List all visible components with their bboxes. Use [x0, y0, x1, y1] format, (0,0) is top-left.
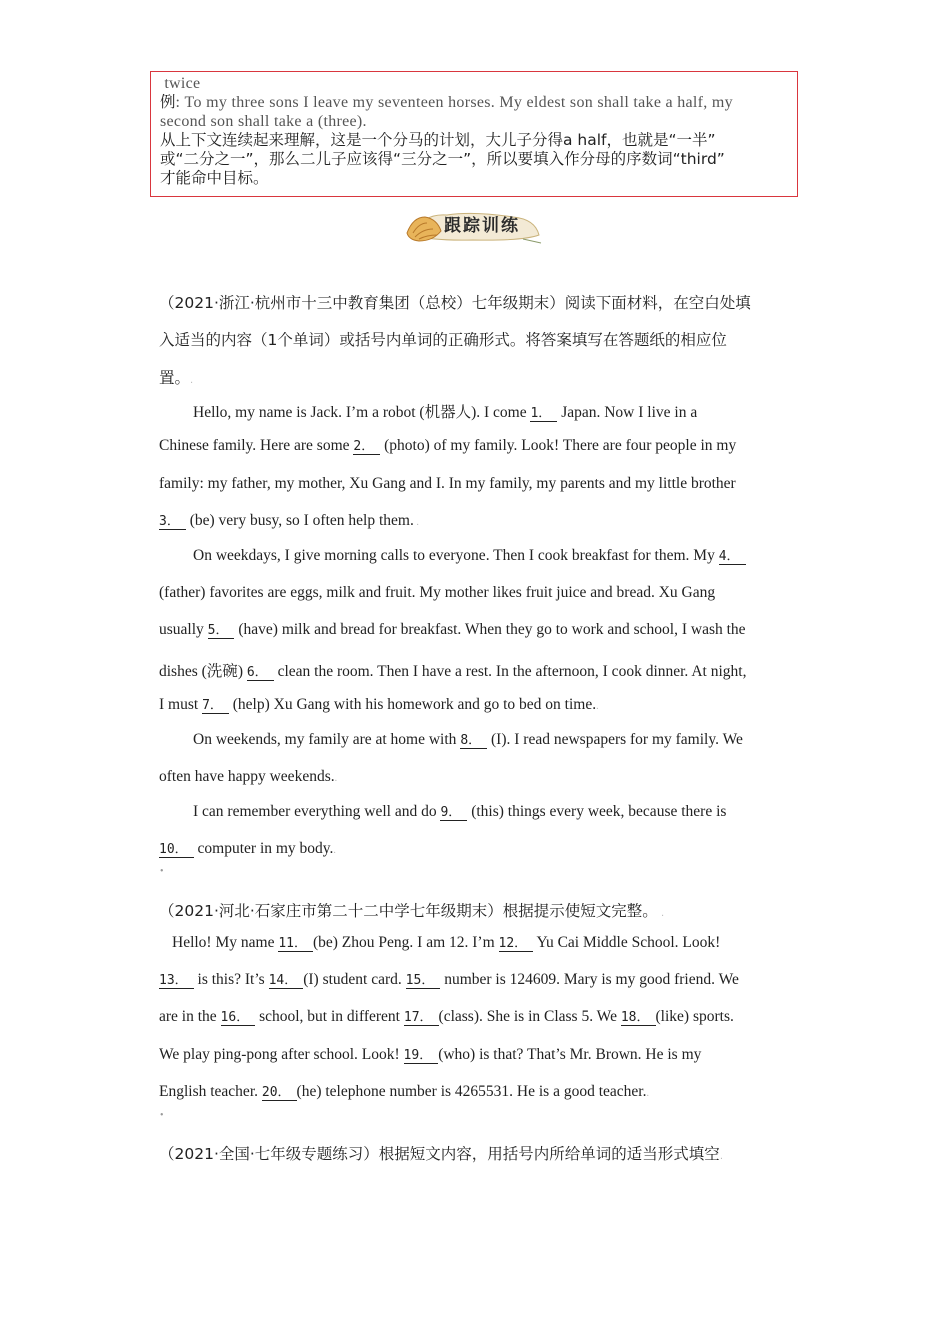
passage1-line-12: I can remember everything well and do 9． (this) things every week, because there is — [193, 803, 727, 820]
blank-1[interactable]: 1． — [530, 406, 557, 422]
passage2-line-5: English teacher. 20． (he) telephone number is 4265531. He is a good teacher.. — [159, 1083, 649, 1100]
passage1-line-2: Chinese family. Here are some 2． (photo) of my family. Look! There are four people in my — [159, 437, 737, 454]
passage1-line-4: 3． (be) very busy, so I often help them. . — [159, 512, 419, 529]
blank-9[interactable]: 9． — [440, 805, 467, 821]
paragraph-marker: • — [160, 1110, 164, 1121]
tip-line-3: second son shall take a (three). — [160, 113, 367, 130]
passage2-line-3: are in the 16． school, but in different 17． (class). She is in Class 5. We 18． (like) sports. — [159, 1008, 734, 1025]
section3-intro: （2021·全国·七年级专题练习）根据短文内容，用括号内所给单词的适当形式填空. — [159, 1145, 723, 1163]
blank-18[interactable]: 18． — [621, 1010, 656, 1026]
tip-line-1: twice — [164, 75, 201, 92]
section1-intro-line-2: 入适当的内容（1个单词）或括号内单词的正确形式。将答案填写在答题纸的相应位 — [159, 331, 727, 349]
passage1-line-1: Hello, my name is Jack. I’m a robot (机器人). I come 1． Japan. Now I live in a — [193, 403, 698, 421]
section1-intro-line-3: 置。. — [159, 369, 194, 387]
blank-20[interactable]: 20． — [262, 1085, 297, 1101]
blank-12[interactable]: 12． — [499, 936, 534, 952]
blank-10[interactable]: 10． — [159, 842, 194, 858]
passage2-line-1: Hello! My name 11． (be) Zhou Peng. I am 12. I’m 12． Yu Cai Middle School. Look! — [172, 934, 721, 951]
tip-line-6: 才能命中目标。 — [160, 169, 269, 187]
passage2-line-4: We play ping-pong after school. Look! 19． (who) is that? That’s Mr. Brown. He is my — [159, 1046, 702, 1063]
blank-11[interactable]: 11． — [278, 936, 313, 952]
example-tip-box — [150, 71, 798, 197]
passage1-line-13: 10． computer in my body.. — [159, 840, 336, 857]
passage1-line-6: (father) favorites are eggs, milk and fruit. My mother likes fruit juice and bread. Xu Gang — [159, 584, 716, 601]
blank-2[interactable]: 2． — [353, 439, 380, 455]
blank-4[interactable]: 4． — [719, 549, 746, 565]
banner-title: 跟踪训练 — [444, 216, 520, 236]
blank-7[interactable]: 7． — [202, 698, 229, 714]
blank-14[interactable]: 14． — [269, 973, 304, 989]
blank-19[interactable]: 19． — [404, 1048, 439, 1064]
section1-intro-line-1: （2021·浙江·杭州市十三中教育集团（总校）七年级期末）阅读下面材料，在空白处填 — [159, 294, 751, 312]
tip-line-5: 或“二分之一”，那么二儿子应该得“三分之一”，所以要填入作分母的序数词“third” — [160, 150, 725, 168]
blank-17[interactable]: 17． — [404, 1010, 439, 1026]
blank-15[interactable]: 15． — [406, 973, 441, 989]
paragraph-marker: • — [160, 866, 164, 877]
blank-6[interactable]: 6． — [247, 665, 274, 681]
passage1-line-8: dishes (洗碗) 6． clean the room. Then I have a rest. In the afternoon, I cook dinner. At night, — [159, 662, 747, 680]
passage1-line-10: On weekends, my family are at home with 8． (I). I read newspapers for my family. We — [193, 731, 743, 748]
passage1-line-11: often have happy weekends.. — [159, 768, 338, 785]
blank-8[interactable]: 8． — [460, 733, 487, 749]
section2-intro: （2021·河北·石家庄市第二十二中学七年级期末）根据提示使短文完整。 . — [159, 902, 665, 920]
blank-3[interactable]: 3． — [159, 514, 186, 530]
passage1-line-7: usually 5． (have) milk and bread for breakfast. When they go to work and school, I wash the — [159, 621, 746, 638]
tip-line-4: 从上下文连续起来理解，这是一个分马的计划，大儿子分得a half，也就是“一半” — [160, 131, 716, 149]
passage1-line-5: On weekdays, I give morning calls to everyone. Then I cook breakfast for them. My 4． — [193, 547, 833, 565]
passage2-line-2: 13． is this? It’s 14． (I) student card. 15． number is 124609. Mary is my good friend. We — [159, 971, 739, 988]
blank-13[interactable]: 13． — [159, 973, 194, 989]
passage1-line-3: family: my father, my mother, Xu Gang and I. In my family, my parents and my little brother — [159, 475, 736, 492]
blank-5[interactable]: 5． — [208, 623, 235, 639]
blank-16[interactable]: 16． — [221, 1010, 256, 1026]
tip-line-2: 例: To my three sons I leave my seventeen horses. My eldest son shall take a half, my — [160, 93, 733, 111]
passage1-line-9: I must 7． (help) Xu Gang with his homework and go to bed on time.. — [159, 696, 599, 713]
